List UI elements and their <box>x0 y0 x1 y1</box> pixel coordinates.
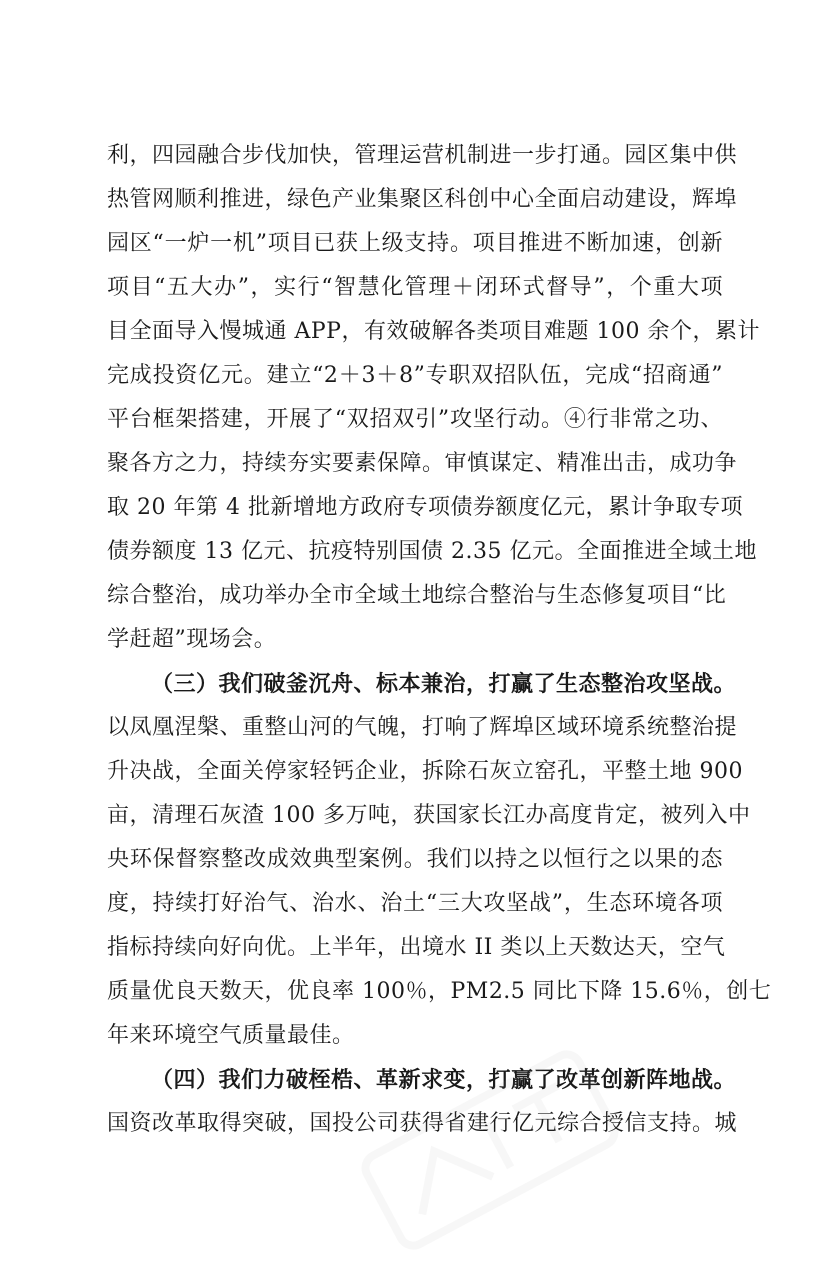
text-line: 质量优良天数天，优良率 100％，PM2.5 同比下降 15.6％，创七 <box>107 979 772 1004</box>
text-line: 项目“五大办”，实行“智慧化管理＋闭环式督导”，个重大项 <box>107 275 723 300</box>
text-line: 园区“一炉一机”项目已获上级支持。项目推进不断加速，创新 <box>107 231 723 256</box>
section-heading-4: （四）我们力破桎梏、革新求变，打赢了改革创新阵地战。 <box>151 1067 737 1093</box>
text-line: 央环保督察整改成效典型案例。我们以持之以恒行之以果的态 <box>107 847 723 872</box>
text-line: 学赶超”现场会。 <box>107 627 277 652</box>
text-line: 聚各方之力，持续夯实要素保障。审慎谋定、精准出击，成功争 <box>107 451 738 476</box>
section-heading-3: （三）我们破釜沉舟、标本兼治，打赢了生态整治攻坚战。 <box>151 671 737 697</box>
text-line: 平台框架搭建，开展了“双招双引”攻坚行动。④行非常之功、 <box>107 407 723 432</box>
text-line: 年来环境空气质量最佳。 <box>107 1023 355 1048</box>
text-line: 指标持续向好向优。上半年，出境水 II 类以上天数达天，空气 <box>107 935 726 960</box>
text-line: 完成投资亿元。建立“2＋3＋8”专职双招队伍，完成“招商通” <box>107 363 723 388</box>
text-line: 度，持续打好治气、治水、治土“三大攻坚战”，生态环境各项 <box>107 891 723 916</box>
text-line: 国资改革取得突破，国投公司获得省建行亿元综合授信支持。城 <box>107 1111 738 1136</box>
text-line: 取 20 年第 4 批新增地方政府专项债券额度亿元，累计争取专项 <box>107 495 743 520</box>
text-line: 以凤凰涅槃、重整山河的气魄，打响了辉埠区域环境系统整治提 <box>107 715 738 740</box>
text-line: 债券额度 13 亿元、抗疫特别国债 2.35 亿元。全面推进全域土地 <box>107 539 757 564</box>
text-line: 热管网顺利推进，绿色产业集聚区科创中心全面启动建设，辉埠 <box>107 187 738 212</box>
text-line: 目全面导入慢城通 APP，有效破解各类项目难题 100 余个，累计 <box>107 319 760 344</box>
text-line: 综合整治，成功举办全市全域土地综合整治与生态修复项目“比 <box>107 583 727 608</box>
text-line: 升决战，全面关停家轻钙企业，拆除石灰立窑孔，平整土地 900 <box>107 759 743 784</box>
text-line: 亩，清理石灰渣 100 多万吨，获国家长江办高度肯定，被列入中 <box>107 803 751 828</box>
text-line: 利，四园融合步伐加快，管理运营机制进一步打通。园区集中供 <box>107 143 738 168</box>
